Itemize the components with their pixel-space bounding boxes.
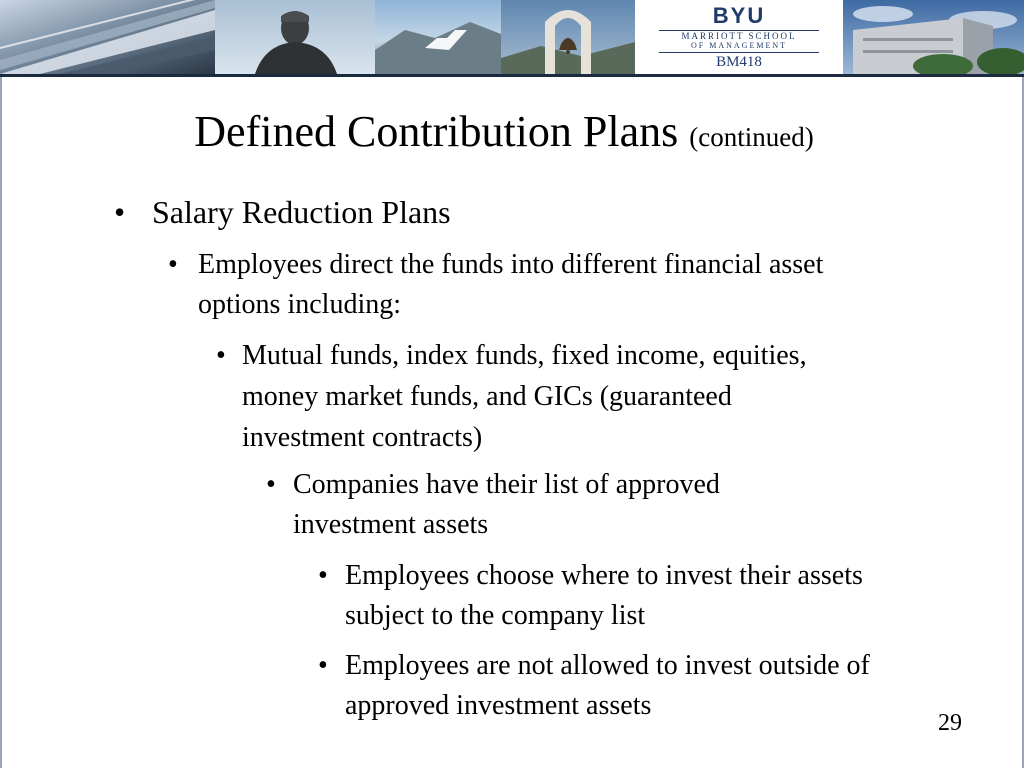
bullet-marker: • [114,194,126,230]
bullet-level-2 [168,245,908,325]
logo-brand: BYU [712,3,766,28]
bullet-level-1 [114,192,874,232]
bullet-marker: • [216,340,226,371]
statue-photo [215,0,375,74]
logo-school-line2: OF MANAGEMENT [691,41,787,50]
bullet-text: Mutual funds, index funds, fixed income, equities, money market funds, and GICs (guaranteed investment contracts) [242,340,807,453]
bullet-marker: • [168,249,178,280]
bullet-marker: • [318,650,328,681]
page-number: 29 [938,710,962,736]
title-main: Defined Contribution Plans [194,107,679,156]
title-suffix: (continued) [689,122,814,152]
logo-rule-bottom [659,52,819,53]
bullet-text: Companies have their list of approved investment assets [293,469,720,540]
bullet-marker: • [318,560,328,591]
bullet-text: Employees choose where to invest their assets subject to the company list [345,560,863,631]
bullet-marker: • [266,469,276,500]
byu-marriott-logo [635,0,843,74]
bullet-level-4 [266,465,846,545]
bullet-level-5 [318,646,878,726]
bell-tower-photo [501,0,635,74]
campus-building-photo [843,0,1024,74]
bullet-level-5 [318,556,918,636]
logo-school-line1: MARRIOTT SCHOOL [681,31,797,41]
bullet-text: Employees direct the funds into different financial asset options including: [198,249,824,320]
bullet-text: Salary Reduction Plans [152,194,451,230]
bullet-level-3 [216,335,836,458]
y-mountain-photo [375,0,501,74]
slide-title [0,104,1008,165]
bullet-text: Employees are not allowed to invest outside of approved investment assets [345,650,870,721]
header-banner [0,0,1024,77]
logo-course-code: BM418 [716,54,762,70]
building-photo [0,0,215,74]
frame-left-border [0,77,2,768]
